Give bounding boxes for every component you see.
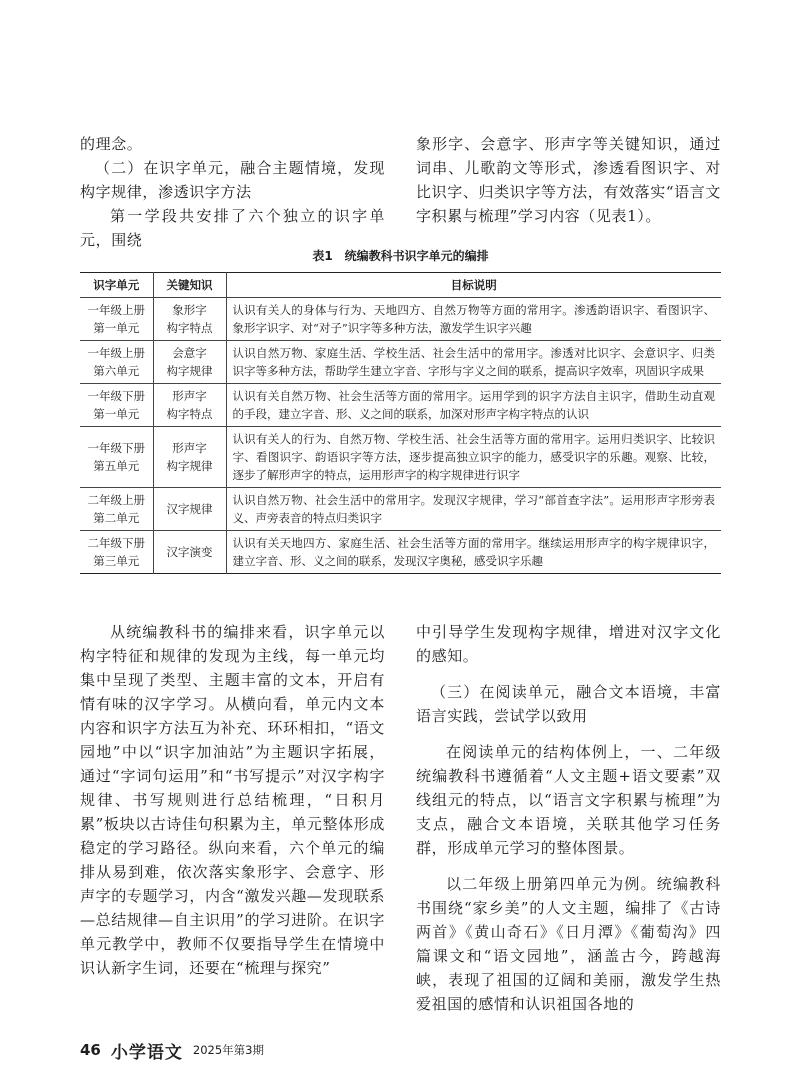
key-cell: 象形字 构字特点 [153, 298, 226, 341]
text-column-bottom-left [80, 620, 385, 980]
table-row [80, 341, 721, 384]
table-row [80, 488, 721, 531]
unit-cell: 一年级上册 第六单元 [80, 341, 153, 384]
goal-cell: 认识有关人的行为、自然万物、学校生活、社会生活等方面的常用字。运用归类识字、比较识字、看图识字、韵语识字等方法，逐步提高独立识字的能力，感受识字的乐趣。观察、比较，逐步了解形声字的特点，运用形声字的构字规律进行识字 [226, 427, 721, 488]
goal-cell: 认识有关天地四方、家庭生活、社会生活等方面的常用字。继续运用形声字的构字规律识字，建立字音、形、义之间的联系，发现汉字奥秘，感受识字乐趣 [226, 531, 721, 574]
section-heading: （二）在识字单元，融合主题情境，发现构字规律，渗透识字方法 [80, 159, 385, 201]
key-cell: 会意字 构字规律 [153, 341, 226, 384]
table-row [80, 384, 721, 427]
page-number: 46 [80, 1041, 101, 1059]
key-cell: 形声字 构字特点 [153, 384, 226, 427]
header-goal: 目标说明 [226, 273, 721, 298]
header-unit: 识字单元 [80, 273, 153, 298]
goal-cell: 认识有关自然万物、社会生活等方面的常用字。运用学到的识字方法自主识字，借助生动直观的手段，建立字音、形、义之间的联系，加深对形声字构字特点的认识 [226, 384, 721, 427]
table-row [80, 427, 721, 488]
paragraph: 以二年级上册第四单元为例。统编教科书围绕“家乡美”的人文主题，编排了《古诗两首》《黄山奇石》《日月潭》《葡萄沟》四篇课文和“语文园地”，涵盖古今，跨越海峡，表现了祖国的辽阔和美丽，激发学生热爱祖国的感情和认识祖国各地的 [416, 875, 721, 1013]
journal-logo: 小学语文 [110, 1042, 183, 1063]
key-cell: 汉字演变 [153, 531, 226, 574]
key-cell: 形声字 构字规律 [153, 427, 226, 488]
table-caption: 表1 统编教科书识字单元的编排 [312, 249, 489, 263]
key-cell: 汉字规律 [153, 488, 226, 531]
goal-cell: 认识有关人的身体与行为、天地四方、自然万物等方面的常用字。渗透韵语识字、看图识字、象形字识字、对“对子”识字等多种方法，激发学生识字兴趣 [226, 298, 721, 341]
text-column-bottom-right [416, 620, 721, 1016]
unit-cell: 一年级下册 第一单元 [80, 384, 153, 427]
goal-cell: 认识自然万物、社会生活中的常用字。发现汉字规律，学习“部首查字法”。运用形声字形旁表义、声旁表音的特点归类识字 [226, 488, 721, 531]
table-row [80, 298, 721, 341]
table-header-row [80, 273, 721, 298]
paragraph: 从统编教科书的编排来看，识字单元以构字特征和规律的发现为主线，每一单元均集中呈现了类型、主题丰富的文本，开启有情有味的汉字学习。从横向看，单元内文本内容和识字方法互为补充、环环相扣，“语文园地”中以“识字加油站”为主题识字拓展，通过“字词句运用”和“书写提示”对汉字构字规律、书写规则进行总结梳理，“日积月累”板块以古诗佳句积累为主，单元整体形成稳定的学习路径。纵向来看，六个单元的编排从易到难，依次落实象形字、会意字、形声字的专题学习，内含“激发兴趣—发现联系—总结规律—自主识用”的学习进阶。在识字单元教学中，教师不仅要指导学生在情境中识认新字生词，还要在“梳理与探究” [80, 623, 385, 977]
paragraph: 的理念。 [80, 135, 143, 153]
paragraph: 象形字、会意字、形声字等关键知识，通过词串、儿歌韵文等形式，渗透看图识字、对比识字、归类识字等方法，有效落实“语言文字积累与梳理”学习内容（见表1）。 [416, 135, 721, 225]
text-column-top-left [80, 132, 385, 252]
section-heading: （三）在阅读单元，融合文本语境，丰富语言实践，尝试学以致用 [416, 683, 721, 725]
goal-cell: 认识自然万物、家庭生活、学校生活、社会生活中的常用字。渗透对比识字、会意识字、归类识字等多种方法，帮助学生建立字音、字形与字义之间的联系，提高识字效率，巩固识字成果 [226, 341, 721, 384]
paragraph: 在阅读单元的结构体例上，一、二年级统编教科书遵循着“人文主题+语文要素”双线组元的特点，以“语言文字积累与梳理”为支点，融合文本语境，关联其他学习任务群，形成单元学习的整体图景。 [416, 743, 721, 857]
unit-cell: 二年级上册 第二单元 [80, 488, 153, 531]
literacy-units-table [80, 272, 721, 574]
table-row [80, 531, 721, 574]
paragraph: 中引导学生发现构字规律，增进对汉字文化的感知。 [416, 623, 721, 665]
issue-label: 2025年第3期 [192, 1043, 264, 1057]
unit-cell: 一年级上册 第一单元 [80, 298, 153, 341]
text-column-top-right [416, 132, 721, 228]
paragraph: 第一学段共安排了六个独立的识字单元，围绕 [80, 207, 385, 249]
page-footer [80, 1040, 264, 1063]
unit-cell: 一年级下册 第五单元 [80, 427, 153, 488]
unit-cell: 二年级下册 第三单元 [80, 531, 153, 574]
header-key-knowledge: 关键知识 [153, 273, 226, 298]
